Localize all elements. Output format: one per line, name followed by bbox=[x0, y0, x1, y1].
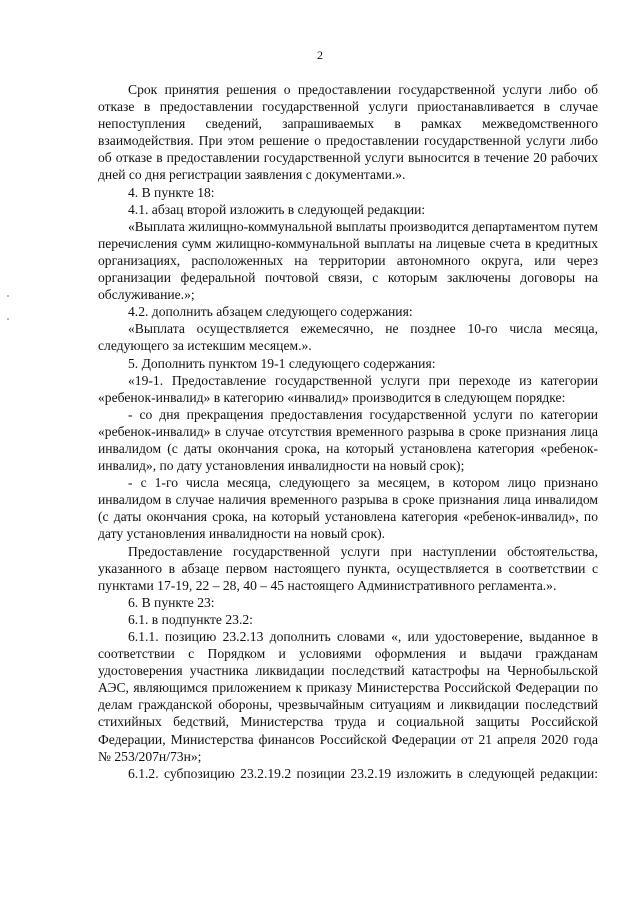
paragraph-item-6: 6. В пункте 23: bbox=[128, 594, 215, 610]
paragraph-item-6-1-1: 6.1.1. позицию 23.2.13 дополнить словами «, или удостоверение, выданное в соответствии с Порядком и условиями оформления и выдачи гражданам удостоверения участника ликвидации последствий катастрофы на Чернобыльской АЭС, являющимся приложением к приказу Министерства Российской Федерации по делам гражданской обороны, чрезвычайным ситуациям и ликвидации последствий стихийных бедствий, Министерства труда и социальной защиты Российской Федерации, Министерства финансов Российской Федерации от 21 апреля 2020 года № 253/207н/73н»; bbox=[98, 629, 598, 764]
paragraph-item-6-1-2: 6.1.2. субпозицию 23.2.19.2 позиции 23.2.19 изложить в следующей редакции: bbox=[128, 765, 598, 781]
paragraph-payment-method-quote: «Выплата жилищно-коммунальной выплаты производится департаментом путем перечисления сумм жилищно-коммунальной выплаты на лицевые счета в кредитных организациях, расположенных на территории автономного округа, или через организации федеральной почтовой связи, с которым заключены договоры на обслуживание.»; bbox=[98, 218, 598, 303]
page-number: 2 bbox=[317, 48, 323, 62]
paragraph-gap-case: - с 1-го числа месяца, следующего за месяцем, в котором лицо признано инвалидом в случае наличия временного разрыва в сроке признания лица инвалидом (с даты окончания срока, на который установлена категория «ребенок-инвалид», по дату установления инвалидности на новый срок). bbox=[98, 475, 598, 542]
paragraph-item-4-1: 4.1. абзац второй изложить в следующей редакции: bbox=[128, 201, 426, 217]
paragraph-decision-deadline: Срок принятия решения о предоставлении государственной услуги либо об отказе в предоставлении государственной услуги приостанавливается в случае непоступления сведений, запрашиваемых в рамках межведомственного взаимодействия. При этом решение о предоставлении государственной услуги либо об отказе в предоставлении государственной услуги выносится в течение 20 рабочих дней со дня регистрации заявления с документами.». bbox=[98, 82, 598, 183]
document-body bbox=[98, 81, 598, 782]
paragraph-item-5: 5. Дополнить пунктом 19-1 следующего содержания: bbox=[128, 355, 436, 371]
paragraph-item-4-2: 4.2. дополнить абзацем следующего содержания: bbox=[128, 304, 413, 320]
paragraph-item-6-1: 6.1. в подпункте 23.2: bbox=[128, 611, 253, 627]
scan-mark bbox=[7, 318, 9, 320]
paragraph-item-19-1: «19-1. Предоставление государственной услуги при переходе из категории «ребенок-инвалид» в категорию «инвалид» производится в следующем порядке: bbox=[98, 372, 598, 405]
paragraph-provision-rule: Предоставление государственной услуги при наступлении обстоятельства, указанного в абзаце первом настоящего пункта, осуществляется в соответствии с пунктами 17-19, 22 – 28, 40 – 45 настоящего Административного регламента.». bbox=[98, 543, 598, 593]
scan-mark bbox=[7, 295, 9, 297]
paragraph-item-4: 4. В пункте 18: bbox=[128, 184, 215, 200]
paragraph-no-gap-case: - со дня прекращения предоставления государственной услуги по категории «ребенок-инвалид» в случае отсутствия временного разрыва в сроке признания лица инвалидом (с даты окончания срока, на который установлена категория «ребенок-инвалид», по дату установления инвалидности на новый срок); bbox=[98, 406, 598, 474]
paragraph-monthly-payment-quote: «Выплата осуществляется ежемесячно, не позднее 10-го числа месяца, следующего за истекшим месяцем.». bbox=[98, 321, 598, 354]
